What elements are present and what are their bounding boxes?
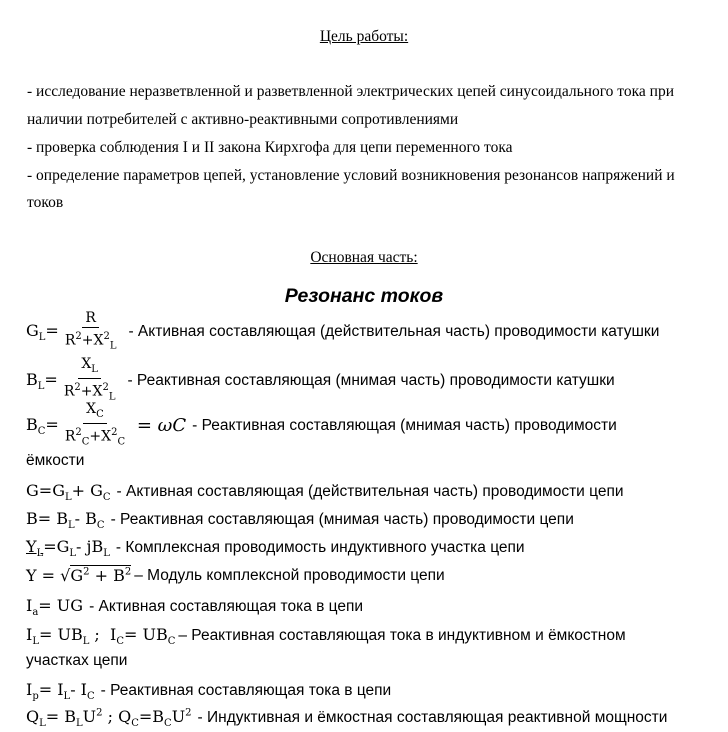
goal-line-4: - определение параметров цепей, установление условий возникновения резонансов напряжений и	[27, 167, 675, 184]
formula-bl: $B_L=$ $\frac{X_L}{R^2+X^2_L}$ - Реактивная составляющая (мнимая часть) проводимости катушки	[26, 356, 615, 403]
formula-y: $Y = √G^2 + B^2$ – Модуль комплексной проводимости цепи	[26, 566, 445, 585]
formula-ia-desc: - Активная составляющая тока в цепи	[89, 598, 364, 616]
formula-gl-desc: - Активная составляющая (действительная часть) проводимости катушки	[128, 323, 660, 341]
formula-b-desc: - Реактивная составляющая (мнимая часть) проводимости цепи	[110, 511, 574, 529]
formula-ilic: $I_L= UB_L$ ; $I_C= UB_C$ – Реактивная составляющая тока в индуктивном и ёмкостном	[26, 625, 626, 648]
goal-line-3: - проверка соблюдения I и II закона Кирхгофа для цепи переменного тока	[27, 139, 513, 156]
formula-ia: $I_a=$ UG - Активная составляющая тока в цепи	[26, 596, 364, 619]
formula-bc: $B_C=$ $\frac{X_C}{R^2_C+X^2_C}$ = ωC - Реактивная составляющая (мнимая часть) проводимости	[26, 401, 617, 448]
formula-yl-desc: - Комплексная проводимость индуктивного участка цепи	[115, 539, 525, 557]
formula-bl-desc: - Реактивная составляющая (мнимая часть) проводимости катушки	[127, 371, 615, 389]
formula-bc-desc-cont: ёмкости	[26, 452, 85, 469]
formula-ip: $I_p= I_L-$ $I_C$ - Реактивная составляющая тока в цепи	[26, 680, 392, 703]
section-title: Резонанс токов	[284, 285, 444, 307]
formula-b: $B= B_L-$ $B_C$ - Реактивная составляющая (мнимая часть) проводимости цепи	[26, 509, 574, 532]
formula-g-desc: - Активная составляющая (действительная часть) проводимости цепи	[116, 483, 624, 501]
formula-bc-desc: - Реактивная составляющая (мнимая часть) проводимости	[192, 416, 617, 434]
goal-line-5: токов	[27, 194, 64, 211]
formula-ilic-desc-cont: участках цепи	[26, 652, 128, 669]
main-heading: Основная часть:	[310, 249, 418, 266]
formula-ip-desc: - Реактивная составляющая тока в цепи	[100, 682, 392, 700]
formula-ilic-desc: – Реактивная составляющая тока в индуктивном и ёмкостном	[178, 627, 626, 645]
formula-q-desc: - Индуктивная и ёмкостная составляющая реактивной мощности	[197, 709, 668, 727]
goal-heading: Цель работы:	[319, 28, 409, 45]
formula-gl: $G_L=$ $\frac{R}{R^2+X^2_L}$ - Активная составляющая (действительная часть) проводимости катушки	[26, 310, 660, 352]
formula-q: $Q_L= B_LU^2$ ; $Q_C=B_CU^2$ - Индуктивная и ёмкостная составляющая реактивной мощности	[26, 707, 668, 730]
goal-line-1: - исследование неразветвленной и разветвленной электрических цепей синусоидального тока при	[27, 83, 674, 100]
formula-yl: $Y_L=G_L-$ $jB_L$ - Комплексная проводимость индуктивного участка цепи	[26, 537, 525, 560]
goal-line-2: наличии потребителей с активно-реактивными сопротивлениями	[27, 111, 459, 128]
formula-g: $G=G_L+ G_C$ - Активная составляющая (действительная часть) проводимости цепи	[26, 481, 624, 504]
formula-y-desc: – Модуль комплексной проводимости цепи	[134, 566, 445, 584]
